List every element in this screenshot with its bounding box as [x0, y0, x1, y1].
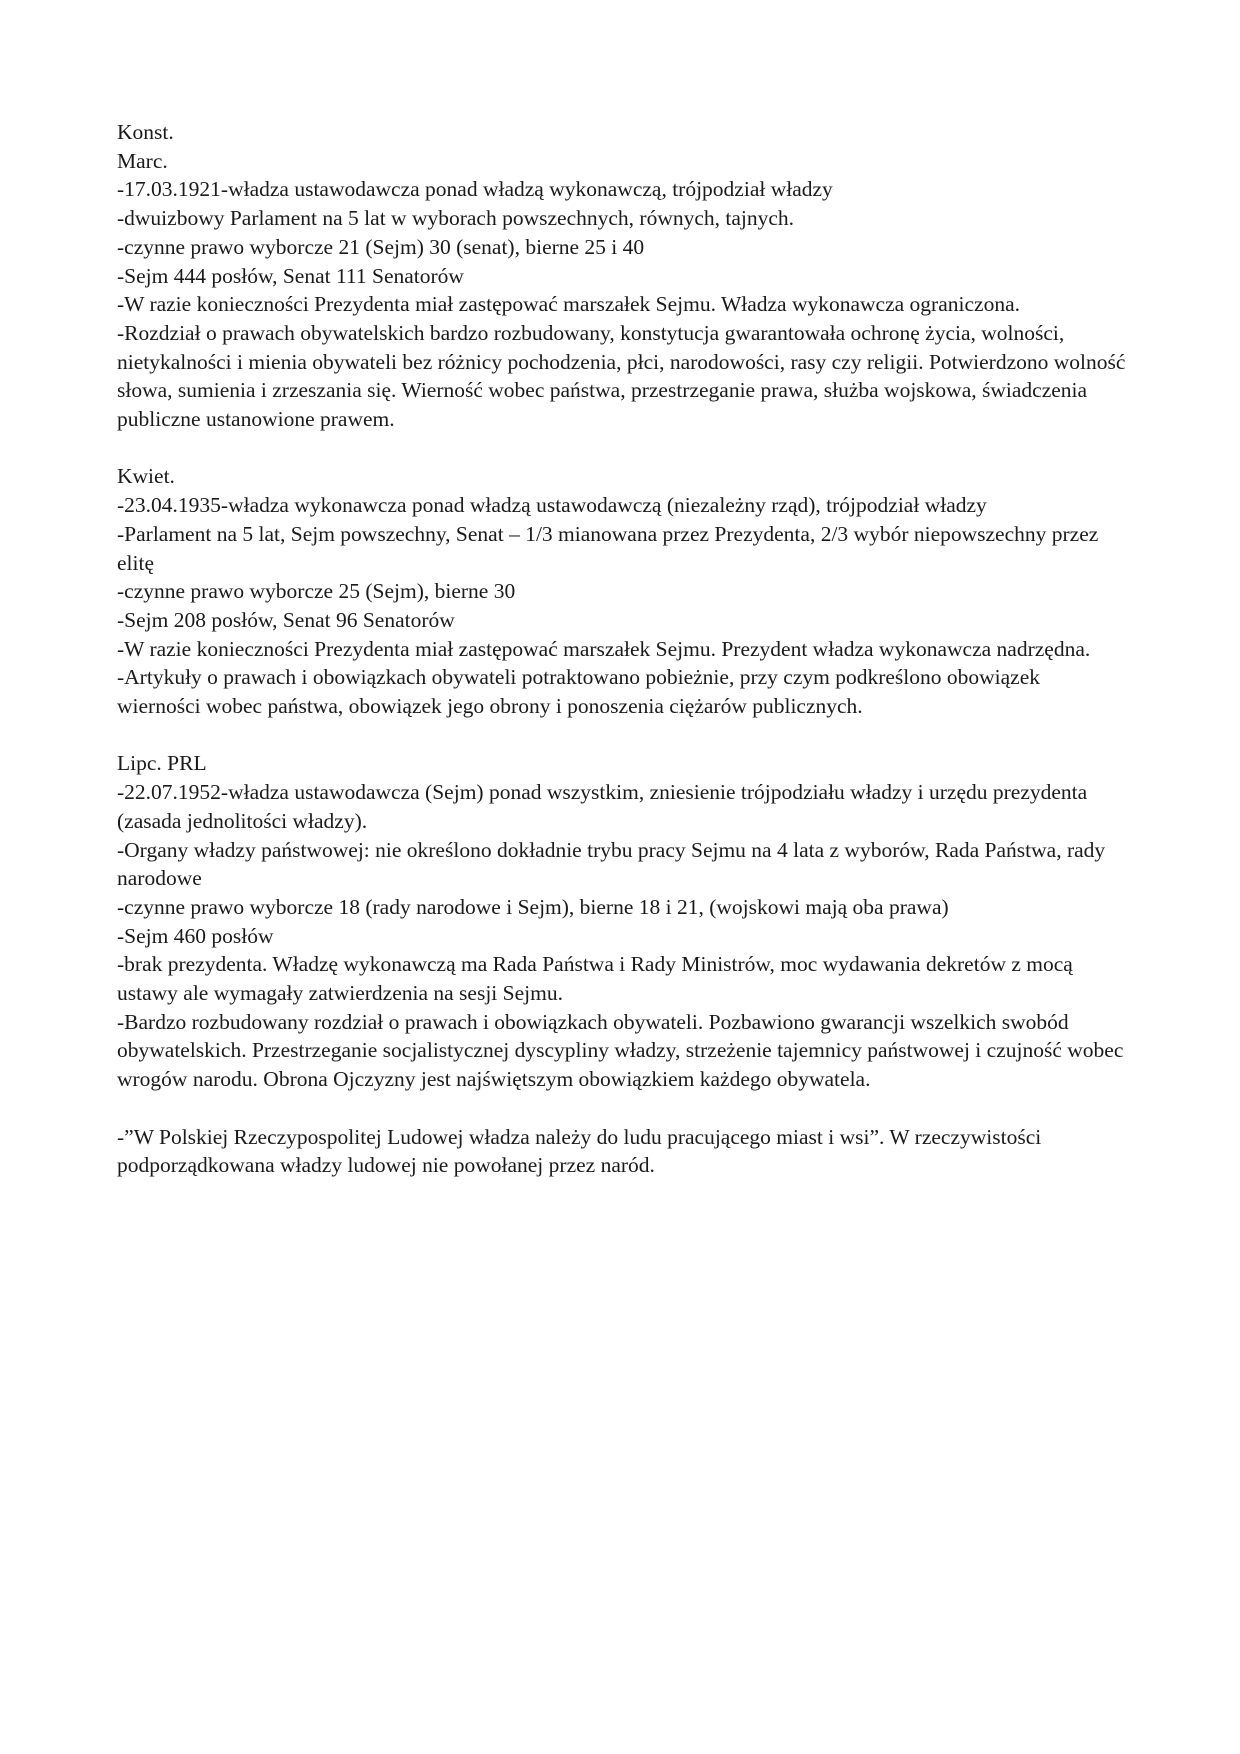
list-item: -W razie konieczności Prezydenta miał zastępować marszałek Sejmu. Prezydent władza wykonawcza nadrzędna. — [117, 636, 1091, 661]
list-item: -Rozdział o prawach obywatelskich bardzo rozbudowany, konstytucja gwarantowała ochronę życia, wolności, nietykalności i mienia obywateli bez różnicy pochodzenia, płci, narodowości, rasy czy religii. Potwierdzono wolność słowa, sumienia i zrzeszania się. Wierność wobec państwa, przestrzeganie prawa, służba wojskowa, świadczenia publiczne ustanowione prawem. — [117, 320, 1126, 432]
list-item: -brak prezydenta. Władzę wykonawczą ma Rada Państwa i Rady Ministrów, moc wydawania dekretów z mocą ustawy ale wymagały zatwierdzenia na sesji Sejmu. — [117, 952, 1073, 1006]
closing-paragraph: -”W Polskiej Rzeczypospolitej Ludowej władza należy do ludu pracującego miast i wsi”. W rzeczywistości podporządkowana władzy ludowej nie powołanej przez naród. — [117, 1124, 1042, 1178]
section-marcowa — [117, 118, 1127, 434]
section-closing-note — [117, 1123, 1127, 1180]
list-item: -czynne prawo wyborcze 21 (Sejm) 30 (senat), bierne 25 i 40 — [117, 234, 645, 259]
list-item: -Sejm 460 posłów — [117, 923, 274, 948]
document-body — [117, 118, 1127, 1209]
section-heading: Konst. — [117, 120, 174, 144]
list-item: -Parlament na 5 lat, Sejm powszechny, Senat – 1/3 mianowana przez Prezydenta, 2/3 wybór niepowszechny przez elitę — [117, 521, 1099, 575]
section-lipcowa-prl — [117, 749, 1127, 1093]
section-heading: Marc. — [117, 148, 168, 173]
list-item: -Organy władzy państwowej: nie określono dokładnie trybu pracy Sejmu na 4 lata z wyborów, Rada Państwa, rady narodowe — [117, 837, 1106, 891]
list-item: -22.07.1952-władza ustawodawcza (Sejm) ponad wszystkim, zniesienie trójpodziału władzy i urzędu prezydenta (zasada jednolitości władzy). — [117, 780, 1088, 833]
list-item: -Artykuły o prawach i obowiązkach obywateli potraktowano pobieżnie, przy czym podkreślono obowiązek wierności wobec państwa, obowiązek jego obrony i ponoszenia ciężarów publicznych. — [117, 665, 1041, 719]
section-kwietniowa — [117, 462, 1127, 720]
list-item: -Bardzo rozbudowany rozdział o prawach i obowiązkach obywateli. Pozbawiono gwarancji wszelkich swobód obywatelskich. Przestrzeganie socjalistycznej dyscypliny władzy, strzeżenie tajemnicy państwowej i czujność wobec wrogów narodu. Obrona Ojczyzny jest najświętszym obowiązkiem każdego obywatela. — [117, 1009, 1124, 1092]
list-item: -Sejm 208 posłów, Senat 96 Senatorów — [117, 607, 455, 632]
list-item: -W razie konieczności Prezydenta miał zastępować marszałek Sejmu. Władza wykonawcza ograniczona. — [117, 292, 1020, 317]
list-item: -dwuizbowy Parlament na 5 lat w wyborach powszechnych, równych, tajnych. — [117, 206, 795, 231]
list-item: -czynne prawo wyborcze 25 (Sejm), bierne 30 — [117, 579, 516, 604]
section-heading: Lipc. PRL — [117, 751, 207, 776]
section-heading: Kwiet. — [117, 464, 175, 489]
list-item: -23.04.1935-władza wykonawcza ponad władzą ustawodawczą (niezależny rząd), trójpodział władzy — [117, 493, 987, 518]
list-item: -17.03.1921-władza ustawodawcza ponad władzą wykonawczą, trójpodział władzy — [117, 177, 833, 202]
list-item: -czynne prawo wyborcze 18 (rady narodowe i Sejm), bierne 18 i 21, (wojskowi mają oba prawa) — [117, 894, 949, 919]
list-item: -Sejm 444 posłów, Senat 111 Senatorów — [117, 263, 464, 288]
